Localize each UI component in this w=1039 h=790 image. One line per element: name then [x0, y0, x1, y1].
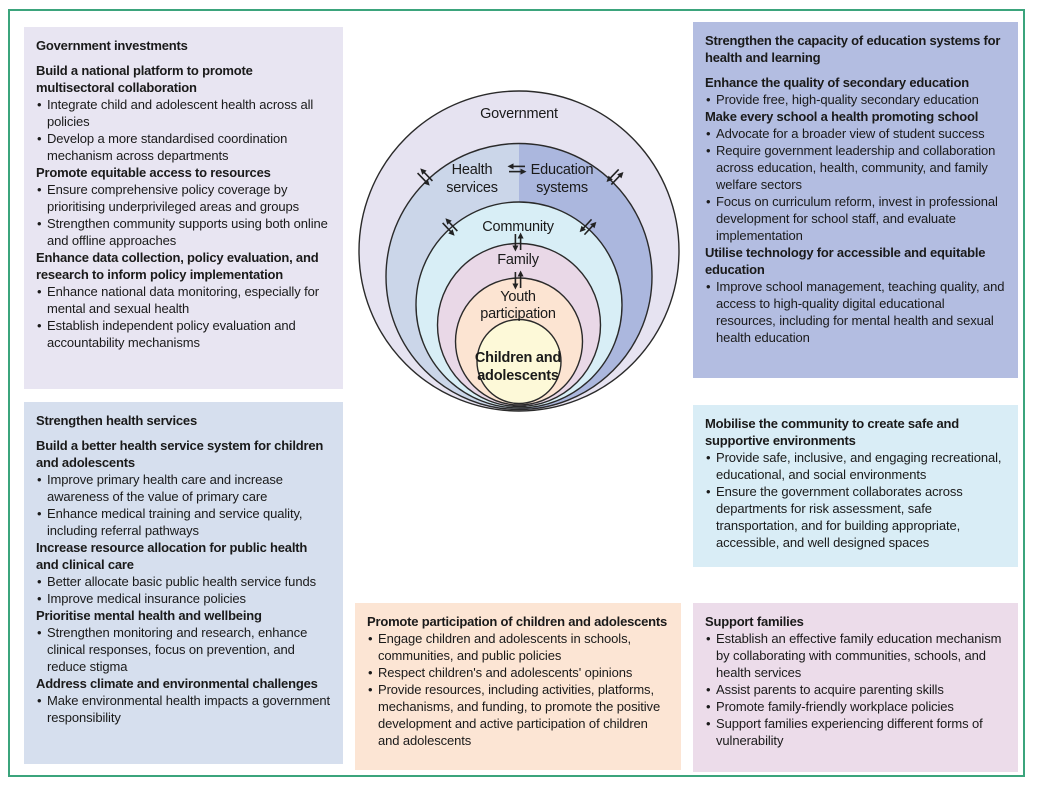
label-government: Government [480, 106, 558, 122]
bullet-item: • Promote family-friendly workplace policies [705, 698, 1006, 715]
government-investments-subhead: Build a national platform to promote multisectoral collaboration [36, 63, 253, 95]
label-children: Children and [474, 350, 562, 366]
box-mobilise-community [693, 405, 1018, 567]
label-education-systems-line2: systems [536, 180, 588, 196]
bullet-item: • Provide resources, including activities, platforms, mechanisms, and funding, to promote the positive development and active participation of children and adolescents [367, 681, 669, 749]
box-strengthen-health-services [24, 402, 343, 764]
bullet-item: • Improve primary health care and increase awareness of the value of primary care [36, 471, 331, 505]
mobilise-community-title: Mobilise the community to create safe and supportive environments [705, 416, 960, 448]
bullet-item: • Advocate for a broader view of student success [705, 125, 1006, 142]
education-systems-subhead: Enhance the quality of secondary education [705, 75, 969, 90]
bullet-item: • Establish independent policy evaluation and accountability mechanisms [36, 317, 331, 351]
bullet-item: • Assist parents to acquire parenting skills [705, 681, 1006, 698]
bullet-item: • Integrate child and adolescent health across all policies [36, 96, 331, 130]
bullet-item: • Respect children's and adolescents' opinions [367, 664, 669, 681]
strengthen-health-services-subhead: Address climate and environmental challenges [36, 676, 318, 691]
label-education-systems: Education [530, 162, 594, 178]
label-health-services: Health [451, 162, 493, 178]
box-promote-participation [355, 603, 681, 770]
label-youth-line2: participation [480, 306, 556, 322]
bullet-item: • Support families experiencing different forms of vulnerability [705, 715, 1006, 749]
bullet-item: • Ensure comprehensive policy coverage by prioritising underprivileged areas and groups [36, 181, 331, 215]
bullet-item: • Establish an effective family education mechanism by collaborating with communities, schools, and health services [705, 630, 1006, 681]
government-investments-subhead: Enhance data collection, policy evaluation, and research to inform policy implementation [36, 250, 319, 282]
bullet-item: • Enhance national data monitoring, especially for mental and sexual health [36, 283, 331, 317]
box-support-families [693, 603, 1018, 772]
label-youth: Youth [500, 289, 536, 305]
box-government-investments [24, 27, 343, 389]
bullet-item: • Focus on curriculum reform, invest in professional development for school staff, and evaluate implementation [705, 193, 1006, 244]
label-children-line2: adolescents [477, 368, 559, 384]
promote-participation-title: Promote participation of children and adolescents [367, 614, 668, 629]
bullet-item: • Provide safe, inclusive, and engaging recreational, educational, and social environments [705, 449, 1006, 483]
bullet-item: • Require government leadership and collaboration across education, health, community, and family welfare sectors [705, 142, 1006, 193]
label-community: Community [482, 219, 554, 235]
strengthen-health-services-title: Strengthen health services [36, 413, 197, 428]
bullet-item: • Improve school management, teaching quality, and access to high-quality digital educational resources, including for mental health and sexual health education [705, 278, 1006, 346]
ecological-rings-diagram [355, 70, 685, 415]
government-investments-title: Government investments [36, 38, 188, 53]
education-systems-subhead: Make every school a health promoting school [705, 109, 979, 124]
strengthen-health-services-subhead: Increase resource allocation for public health and clinical care [36, 540, 308, 572]
bullet-item: • Make environmental health impacts a government responsibility [36, 692, 331, 726]
bullet-item: • Ensure the government collaborates across departments for risk assessment, safe transportation, and for building appropriate, accessible, and well designed spaces [705, 483, 1006, 551]
bullet-item: • Enhance medical training and service quality, including referral pathways [36, 505, 331, 539]
bullet-item: • Strengthen monitoring and research, enhance clinical responses, focus on prevention, and reduce stigma [36, 624, 331, 675]
bullet-item: • Strengthen community supports using both online and offline approaches [36, 215, 331, 249]
bullet-item: • Provide free, high-quality secondary education [705, 91, 1006, 108]
bullet-item: • Better allocate basic public health service funds [36, 573, 331, 590]
label-health-services-line2: services [446, 180, 498, 196]
label-family: Family [497, 252, 539, 268]
box-education-systems [693, 22, 1018, 378]
bullet-item: • Improve medical insurance policies [36, 590, 331, 607]
education-systems-subhead: Utilise technology for accessible and equitable education [705, 245, 986, 277]
government-investments-subhead: Promote equitable access to resources [36, 165, 271, 180]
strengthen-health-services-subhead: Build a better health service system for children and adolescents [36, 438, 324, 470]
support-families-title: Support families [705, 614, 804, 629]
bullet-item: • Develop a more standardised coordination mechanism across departments [36, 130, 331, 164]
bullet-item: • Engage children and adolescents in schools, communities, and public policies [367, 630, 669, 664]
strengthen-health-services-subhead: Prioritise mental health and wellbeing [36, 608, 262, 623]
education-systems-title: Strengthen the capacity of education systems for health and learning [705, 33, 1001, 65]
